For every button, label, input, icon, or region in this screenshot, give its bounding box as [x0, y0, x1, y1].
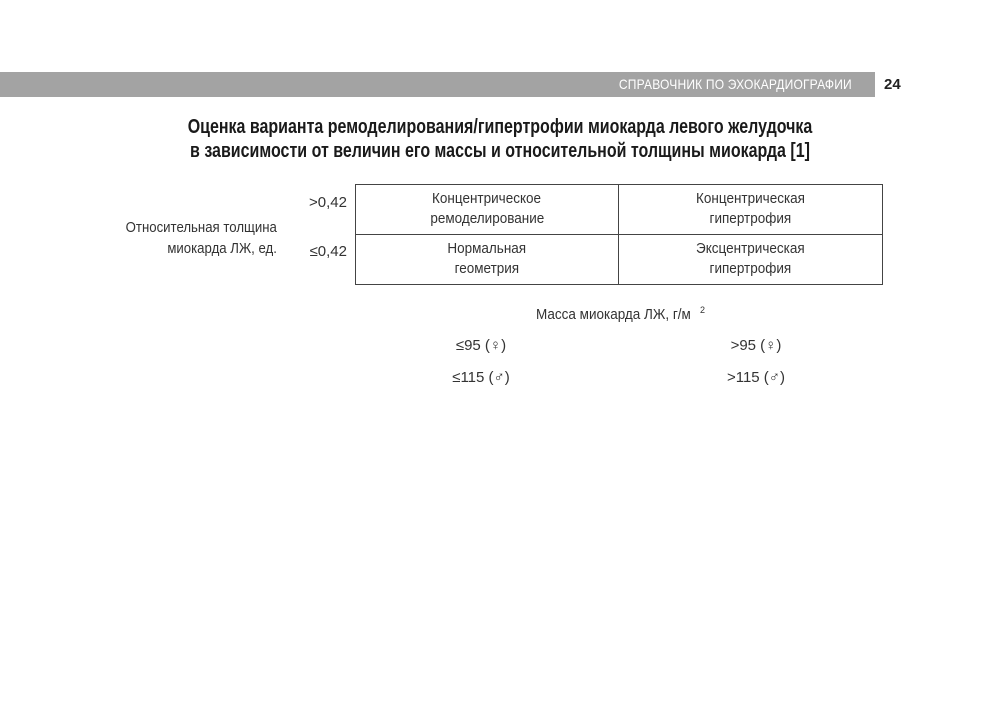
y-axis-label-line-2: миокарда ЛЖ, ед.: [167, 240, 277, 257]
x-axis-label: [536, 305, 705, 323]
cell-line: гипертрофия: [709, 210, 792, 228]
row-label-high: >0,42: [309, 194, 347, 211]
cell-line: Концентрическая: [696, 190, 805, 208]
figure-title-line-2: в зависимости от величин его массы и относительной толщины миокарда [1]: [190, 140, 810, 162]
cell-normal-geometry: [356, 235, 619, 285]
cell-line: Концентрическое: [432, 190, 542, 208]
cell-line: Нормальная: [447, 240, 527, 258]
cell-line: Эксцентрическая: [696, 240, 805, 258]
cell-eccentric-hypertrophy: [619, 235, 882, 285]
classification-grid: [355, 184, 883, 285]
row-label-low: ≤0,42: [309, 243, 347, 260]
y-axis-label-line-1: Относительная толщина: [125, 219, 277, 236]
threshold-col2-female: >95 (♀): [730, 337, 782, 354]
threshold-col1-male: ≤115 (♂): [452, 369, 510, 386]
cell-line: ремоделирование: [430, 210, 544, 228]
figure-title: [0, 115, 1000, 163]
cell-line: гипертрофия: [709, 260, 792, 278]
cell-line: геометрия: [454, 260, 520, 278]
cell-concentric-remodeling: [356, 185, 619, 235]
threshold-col2-male: >115 (♂): [726, 369, 786, 386]
x-axis-label-text: Масса миокарда ЛЖ, г/м: [536, 306, 691, 323]
x-axis-label-superscript: 2: [700, 305, 706, 315]
y-axis-label: [105, 217, 277, 259]
cell-concentric-hypertrophy: [619, 185, 882, 235]
threshold-col1-female: ≤95 (♀): [455, 337, 507, 354]
figure-title-line-1: Оценка варианта ремоделирования/гипертрофии миокарда левого желудочка: [187, 116, 813, 138]
running-header-title: СПРАВОЧНИК ПО ЭХОКАРДИОГРАФИИ: [619, 76, 852, 92]
page-number: 24: [884, 76, 901, 93]
